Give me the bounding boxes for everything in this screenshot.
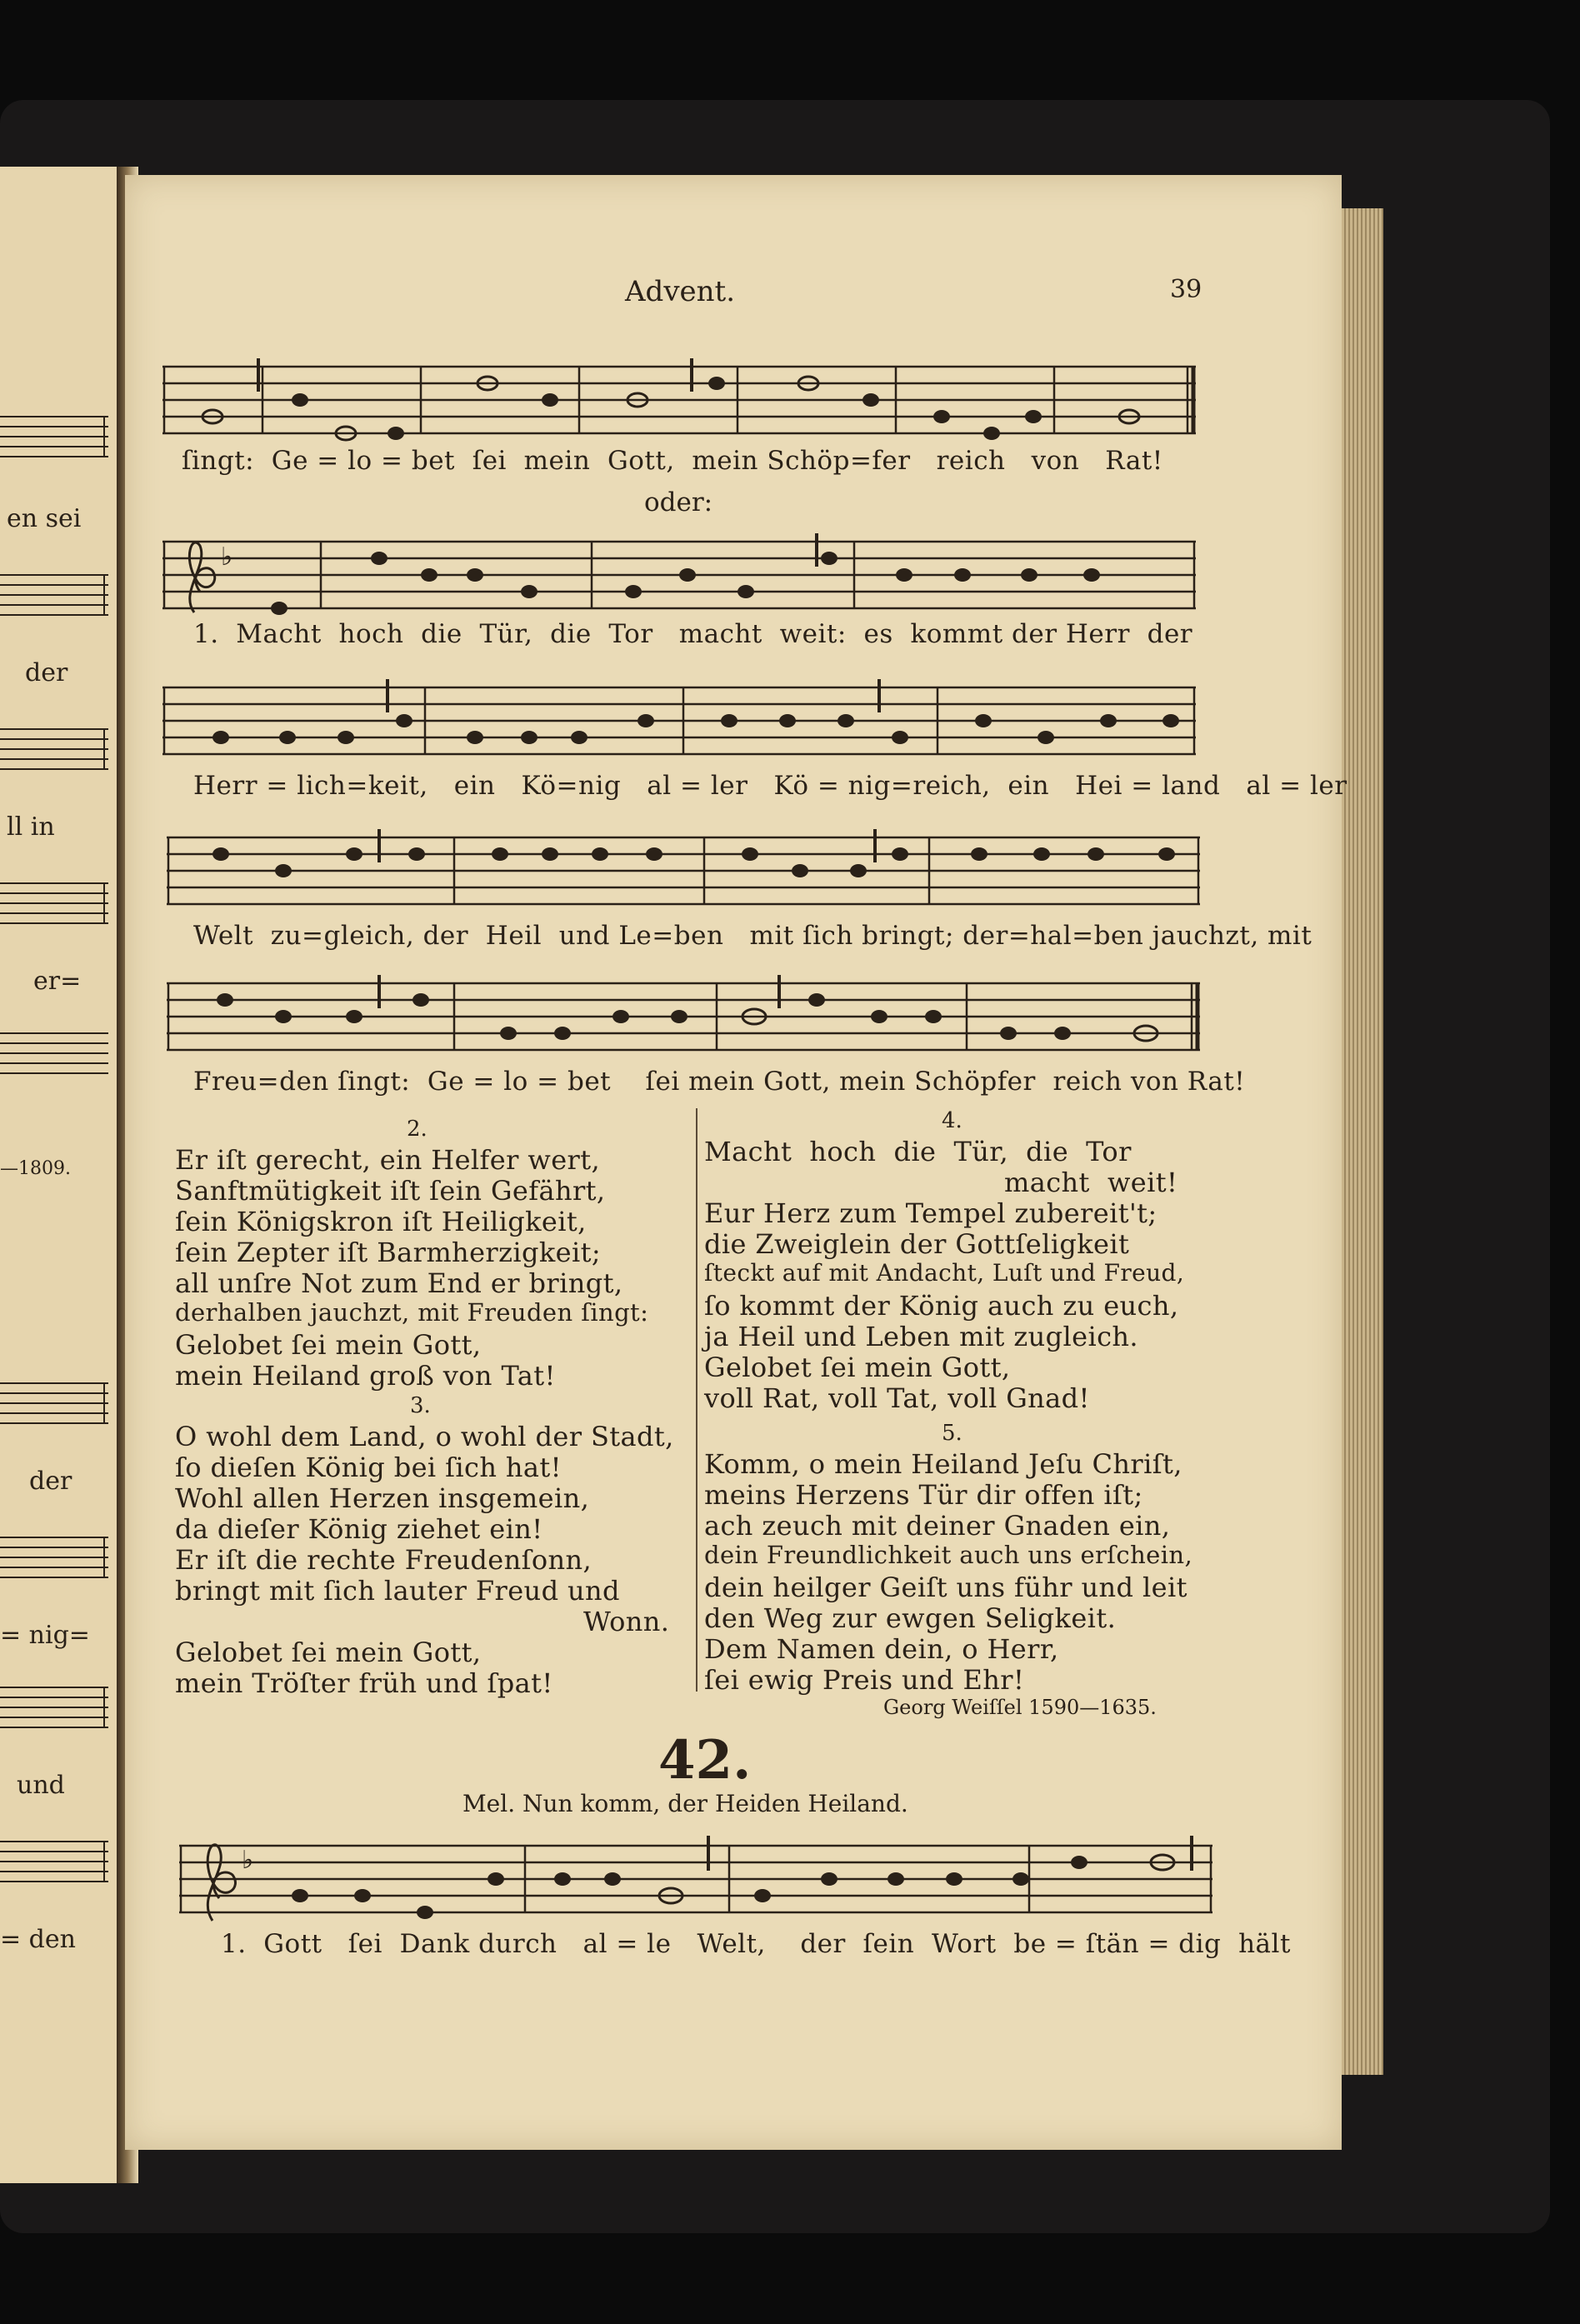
verse-number: 3.: [410, 1393, 431, 1418]
verse-line: ſein Zepter iſt Barmherzigkeit;: [175, 1237, 602, 1268]
hymn-number: 42.: [658, 1729, 752, 1792]
verse-line: ſteckt auf mit Andacht, Luſt und Freud,: [704, 1259, 1185, 1287]
left-staff-fragment: [0, 1529, 108, 1587]
left-staff-fragment: [0, 875, 108, 933]
left-staff-fragment: [0, 1375, 108, 1433]
left-fragment: der: [25, 658, 68, 687]
left-staff-fragment: [0, 408, 108, 467]
verse-line: da dieſer König ziehet ein!: [175, 1513, 543, 1545]
column-divider: [696, 1108, 698, 1692]
lyrics-line-2: 1. Macht hoch die Tür, die Tor macht weit: es kommt der Herr der: [193, 619, 1193, 649]
verse-line: Er iſt die rechte Freudenſonn,: [175, 1544, 592, 1576]
music-staff-2: [162, 533, 1196, 617]
hymn-42-lyrics: 1. Gott ſei Dank durch al = le Welt, der ſein Wort be = ſtän = dig hält: [221, 1929, 1291, 1959]
verse-number: 4.: [942, 1108, 962, 1133]
verse-line: voll Rat, voll Tat, voll Gnad!: [704, 1382, 1090, 1414]
left-fragment: —1809.: [0, 1158, 71, 1179]
left-fragment: ll in: [7, 812, 55, 842]
left-staff-fragment: [0, 1833, 108, 1892]
verse-line: O wohl dem Land, o wohl der Stadt,: [175, 1421, 674, 1452]
lyrics-line-4: Welt zu=gleich, der Heil und Le=ben mit ſich bringt; der=hal=ben jauchzt, mit: [193, 921, 1312, 951]
verse-line: Gelobet ſei mein Gott,: [175, 1329, 482, 1361]
left-staff-fragment: [0, 1679, 108, 1737]
verse-line: Gelobet ſei mein Gott,: [704, 1352, 1011, 1383]
verse-line: meins Herzens Tür dir offen iſt;: [704, 1479, 1143, 1511]
left-fragment: der: [29, 1467, 72, 1496]
page-number: 39: [1170, 275, 1202, 304]
alternative-label: oder:: [644, 487, 713, 517]
verse-line: Gelobet ſei mein Gott,: [175, 1637, 482, 1668]
hymn-42-staff: [179, 1833, 1212, 1925]
left-fragment: = den: [0, 1925, 76, 1954]
svg-text:♭: ♭: [221, 542, 233, 572]
verse-line: Dem Namen dein, o Herr,: [704, 1633, 1059, 1665]
verse-line: derhalben jauchzt, mit Freuden ſingt:: [175, 1298, 649, 1327]
verse-line: mein Heiland groß von Tat!: [175, 1360, 556, 1392]
lyrics-line-3: Herr = lich=keit, ein Kö=nig al = ler Kö = nig=reich, ein Hei = land al = ler: [193, 771, 1348, 801]
left-page: [0, 167, 125, 2183]
verse-line: ſo dieſen König bei ſich hat!: [175, 1452, 562, 1483]
left-staff-fragment: [0, 721, 108, 779]
music-staff-5: [167, 975, 1200, 1058]
left-fragment: und: [17, 1771, 65, 1800]
verse-line: dein heilger Geiſt uns führ und leit: [704, 1572, 1188, 1603]
verse-line: ja Heil und Leben mit zugleich.: [704, 1321, 1138, 1352]
verse-line: ſo kommt der König auch zu euch,: [704, 1290, 1179, 1322]
verse-line: dein Freundlichkeit auch uns erſchein,: [704, 1541, 1193, 1569]
music-staff-3: [162, 679, 1196, 762]
verse-line: all unſre Not zum End er bringt,: [175, 1267, 623, 1299]
melody-reference: Mel. Nun komm, der Heiden Heiland.: [462, 1790, 908, 1817]
author-credit: Georg Weiſſel 1590—1635.: [883, 1696, 1157, 1719]
lyrics-line-5: Freu=den ſingt: Ge = lo = bet ſei mein Gott, mein Schöpfer reich von Rat!: [193, 1067, 1246, 1097]
verse-line: Wohl allen Herzen insgemein,: [175, 1482, 590, 1514]
verse-line: mein Tröſter früh und ſpat!: [175, 1667, 553, 1699]
verse-line: ach zeuch mit deiner Gnaden ein,: [704, 1510, 1171, 1542]
verse-line: ſei ewig Preis und Ehr!: [704, 1664, 1025, 1696]
verse-line: Macht hoch die Tür, die Tor: [704, 1136, 1132, 1167]
running-header: Advent.: [625, 275, 736, 308]
verse-number: 2.: [407, 1117, 428, 1142]
music-staff-4: [167, 829, 1200, 912]
verse-line: ſein Königskron iſt Heiligkeit,: [175, 1206, 587, 1237]
music-staff-1: [162, 358, 1196, 442]
verse-line: Komm, o mein Heiland Jeſu Chriſt,: [704, 1448, 1182, 1480]
verse-line: Wonn.: [583, 1606, 670, 1637]
left-staff-fragment: [0, 567, 108, 625]
lyrics-line-1: ſingt: Ge = lo = bet ſei mein Gott, mein Schöp=fer reich von Rat!: [182, 446, 1163, 476]
left-fragment: en sei: [7, 504, 82, 533]
left-staff-fragment: [0, 1025, 108, 1083]
svg-text:♭: ♭: [242, 1846, 254, 1875]
left-fragment: er=: [33, 967, 82, 996]
verse-line: den Weg zur ewgen Seligkeit.: [704, 1602, 1117, 1634]
verse-number: 5.: [942, 1421, 962, 1446]
left-fragment: = nig=: [0, 1621, 90, 1650]
verse-line: Sanftmütigkeit iſt ſein Gefährt,: [175, 1175, 606, 1207]
verse-line: Er iſt gerecht, ein Helfer wert,: [175, 1144, 601, 1176]
verse-line: Eur Herz zum Tempel zubereit't;: [704, 1197, 1158, 1229]
verse-line: bringt mit ſich lauter Freud und: [175, 1575, 620, 1607]
verse-line: die Zweiglein der Gottſeligkeit: [704, 1228, 1130, 1260]
verse-line: macht weit!: [1004, 1167, 1178, 1198]
